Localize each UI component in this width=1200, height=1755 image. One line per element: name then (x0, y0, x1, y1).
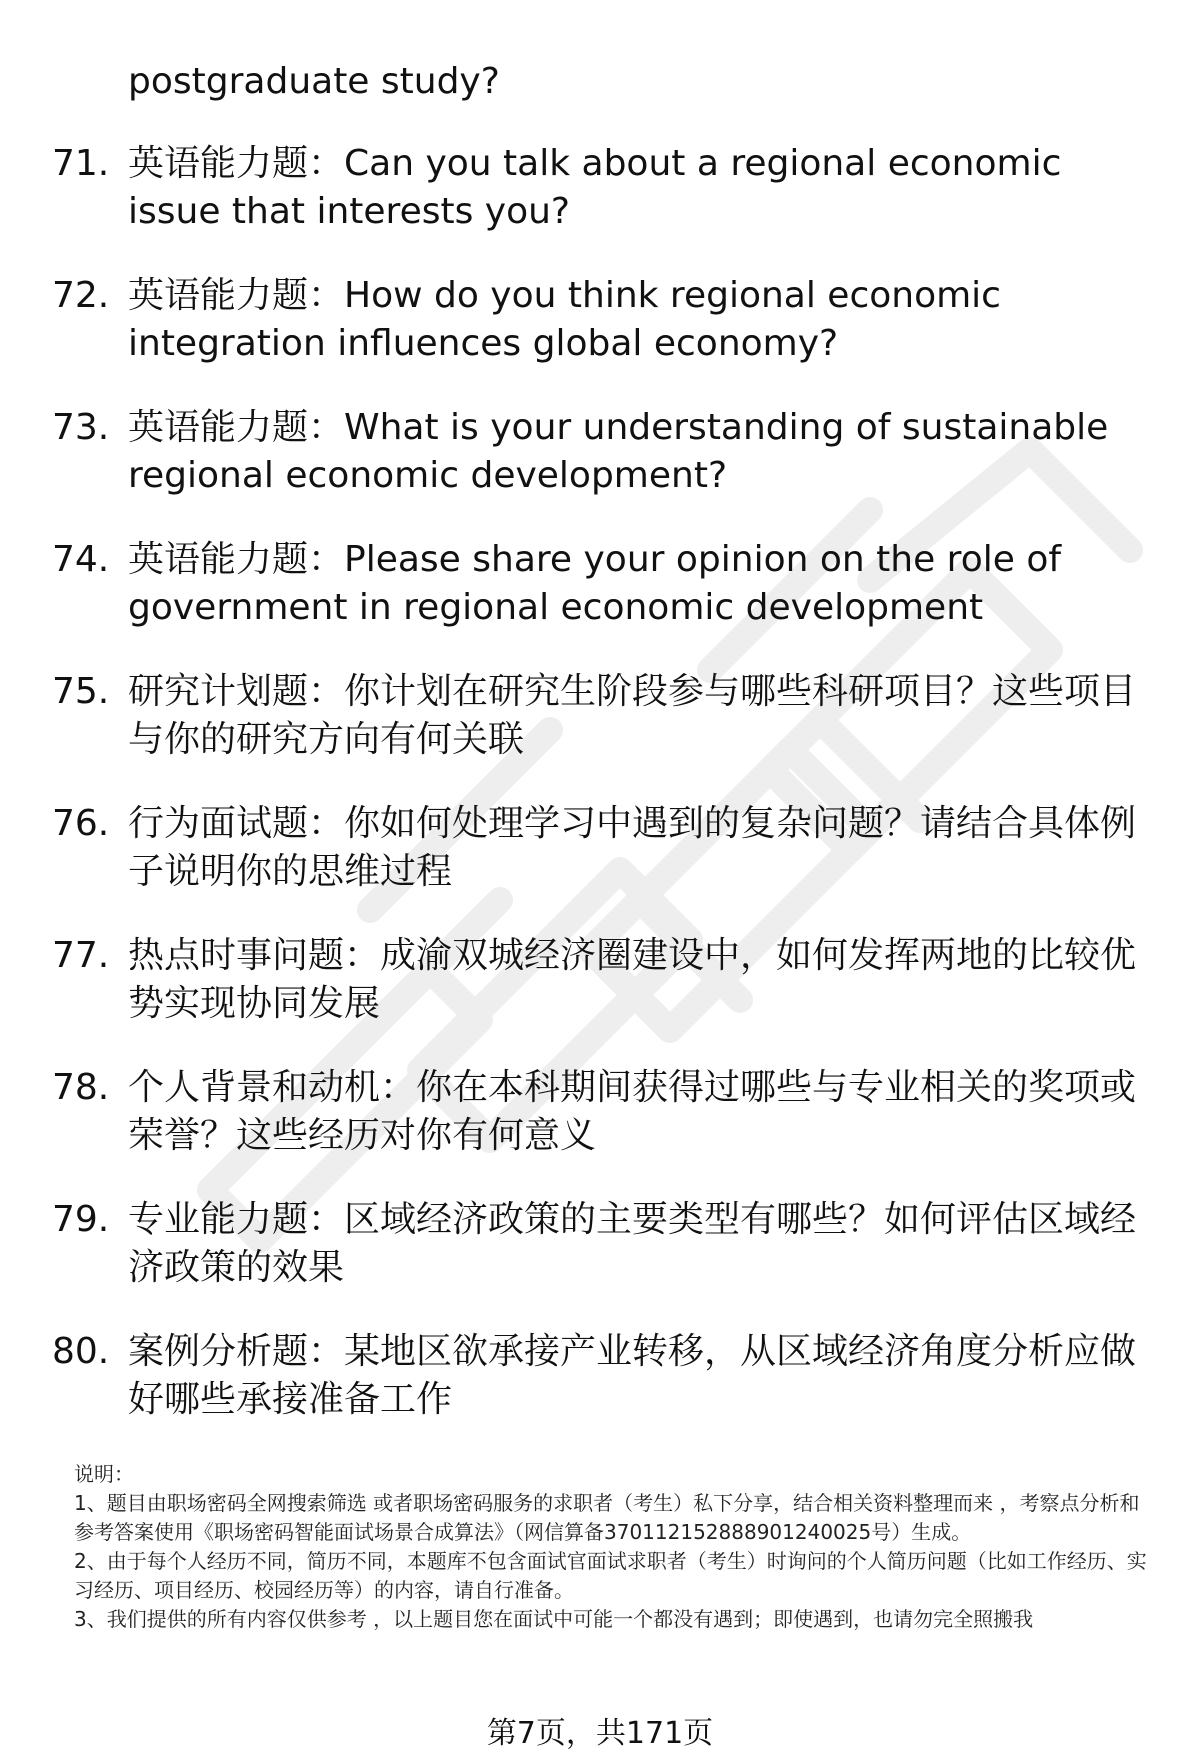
question-item (0, 404, 1144, 500)
question-number: 74. (52, 539, 110, 580)
notes-item: 1、题目由职场密码全网搜索筛选 或者职场密码服务的求职者（考生）私下分享，结合相关资料整理而来 ，考察点分析和参考答案使用《职场密码智能面试场景合成算法》（网信算备370112152888901240025号）生成。 (74, 1491, 1140, 1544)
notes-title: 说明： (74, 1462, 134, 1486)
question-number: 79. (52, 1199, 110, 1240)
question-text: 个人背景和动机：你在本科期间获得过哪些与专业相关的奖项或荣誉？这些经历对你有何意义 (128, 1067, 1137, 1156)
question-item (0, 140, 1144, 236)
question-item (0, 1064, 1144, 1160)
question-item (0, 932, 1144, 1028)
question-item (0, 1196, 1144, 1292)
question-number: 80. (52, 1331, 110, 1372)
question-number: 71. (52, 143, 110, 184)
question-text: 研究计划题：你计划在研究生阶段参与哪些科研项目？这些项目与你的研究方向有何关联 (128, 671, 1137, 760)
question-text: 热点时事问题：成渝双城经济圈建设中，如何发挥两地的比较优势实现协同发展 (128, 935, 1137, 1024)
question-number: 77. (52, 935, 110, 976)
question-text: 英语能力题：What is your understanding of sustainable regional economic development? (128, 407, 1109, 496)
question-number: 76. (52, 803, 110, 844)
question-number: 73. (52, 407, 110, 448)
notes-item: 3、我们提供的所有内容仅供参考 ，以上题目您在面试中可能一个都没有遇到；即使遇到，也请勿完全照搬我 (74, 1607, 1034, 1631)
question-text: 专业能力题：区域经济政策的主要类型有哪些？如何评估区域经济政策的效果 (128, 1199, 1137, 1288)
question-text: 英语能力题：Please share your opinion on the role of government in regional economic development (128, 539, 1062, 628)
question-text: 英语能力题：How do you think regional economic integration influences global economy? (128, 275, 1001, 364)
question-item (0, 800, 1144, 896)
question-item (0, 272, 1144, 368)
question-item (0, 1328, 1144, 1424)
notes-section (74, 1460, 1150, 1634)
question-item (0, 668, 1144, 764)
question-number: 78. (52, 1067, 110, 1108)
question-number: 75. (52, 671, 110, 712)
question-number: 72. (52, 275, 110, 316)
question-item (0, 536, 1144, 632)
page-number-label: 第7页，共171页 (486, 1716, 714, 1751)
question-text: 行为面试题：你如何处理学习中遇到的复杂问题？请结合具体例子说明你的思维过程 (128, 803, 1137, 892)
question-text: 英语能力题：Can you talk about a regional economic issue that interests you? (128, 143, 1062, 232)
question-text: 案例分析题：某地区欲承接产业转移，从区域经济角度分析应做好哪些承接准备工作 (128, 1331, 1137, 1420)
page-footer (0, 1716, 1200, 1752)
continuation-text: postgraduate study? (128, 61, 500, 102)
question-list (0, 140, 1200, 1460)
notes-item: 2、由于每个人经历不同，简历不同，本题库不包含面试官面试求职者（考生）时询问的个人简历问题（比如工作经历、实习经历、项目经历、校园经历等）的内容，请自行准备。 (74, 1549, 1147, 1602)
